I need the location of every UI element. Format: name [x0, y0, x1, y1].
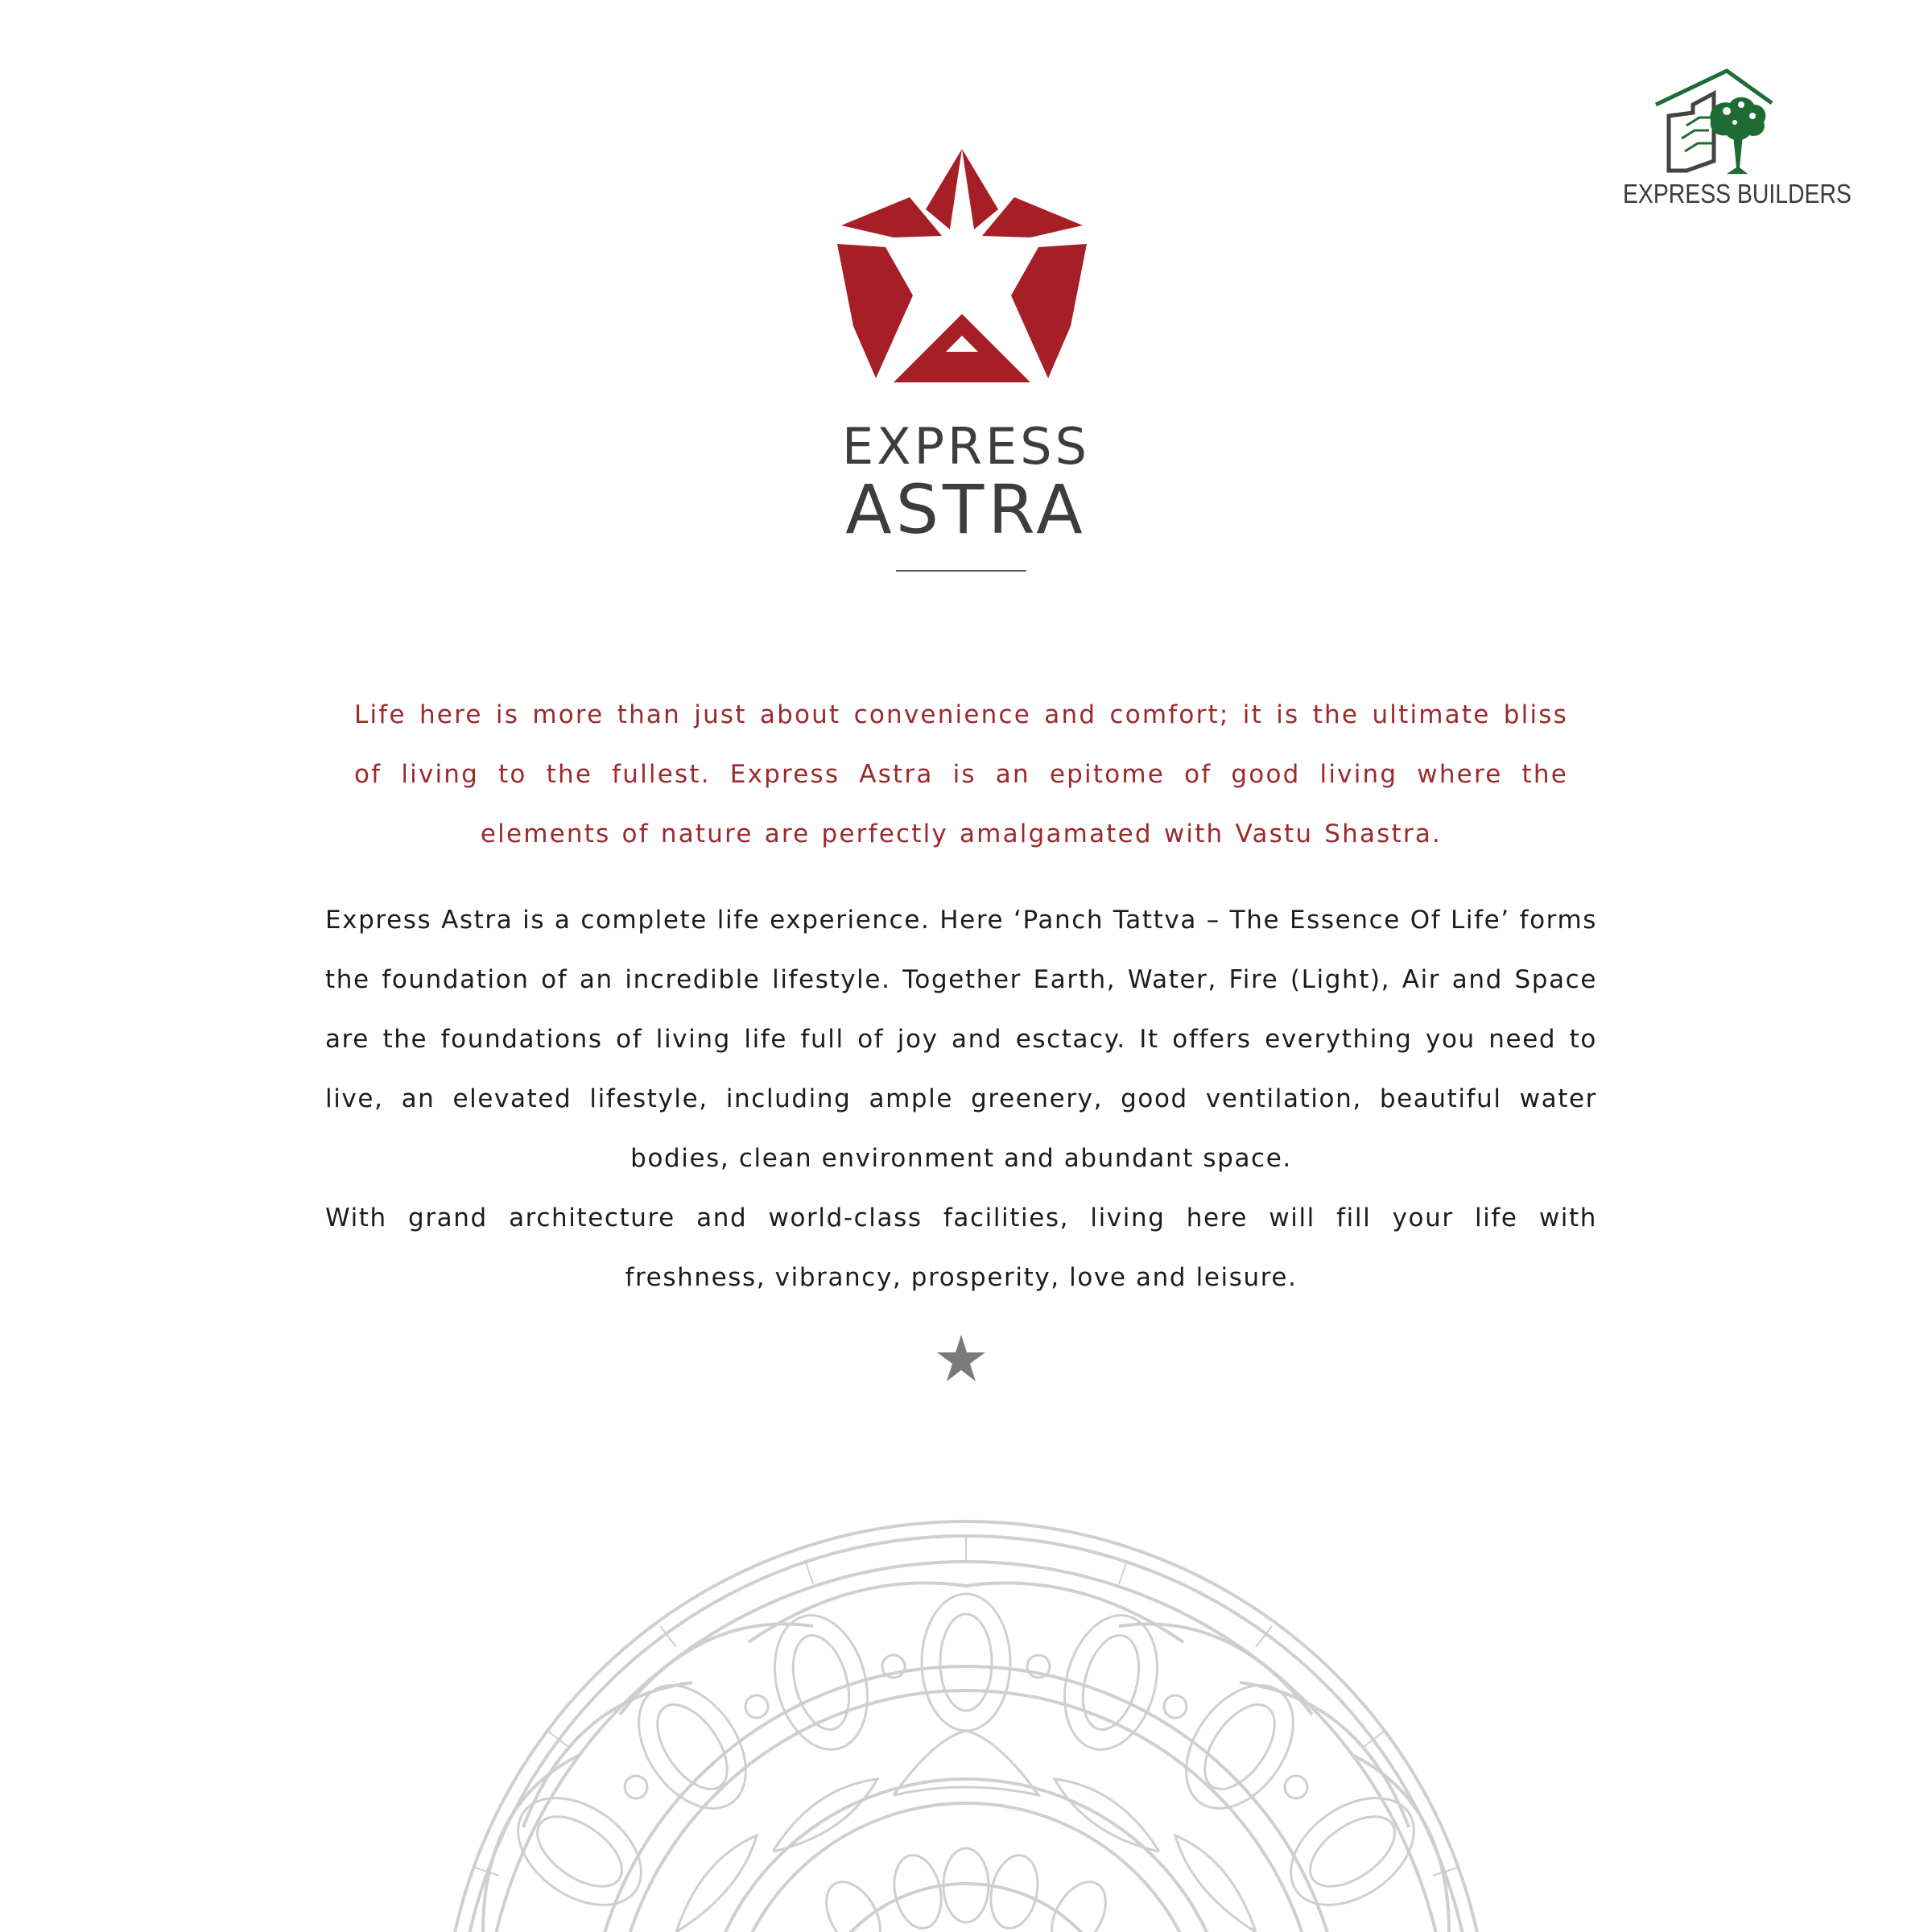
- builder-name: EXPRESS BUILDERS: [1623, 179, 1852, 208]
- intro-paragraph: Life here is more than just about convenience and comfort; it is the ultimate bliss of living to the fullest. Express Astra is an epitome of good living where the elements of nature are perfectly amalgamated with Vastu Shastra.: [354, 700, 1568, 848]
- astra-star-logo-icon: [837, 149, 1087, 390]
- logo-divider: [896, 570, 1026, 572]
- mandala-ornament-icon: [435, 1513, 1497, 1932]
- body-copy: [325, 890, 1597, 1307]
- body-paragraph-2: With grand architecture and world-class facilities, living here will fill your life with freshness, vibrancy, prosperity, love and leisure.: [325, 1203, 1597, 1292]
- builder-house-icon: [1606, 64, 1847, 177]
- project-name-line1: EXPRESS: [842, 417, 1090, 476]
- project-name-line2: ASTRA: [845, 470, 1087, 549]
- body-paragraph-1: Express Astra is a complete life experience. Here ‘Panch Tattva – The Essence Of Life’ forms the foundation of an incredible lifestyle. Together Earth, Water, Fire (Light), Air and Space are the foundations of living life full of joy and esctacy. It offers everything you need to live, an elevated lifestyle, including ample greenery, good ventilation, beautiful water bodies, clean environment and abundant space.: [325, 906, 1597, 1173]
- star-icon: [936, 1333, 986, 1383]
- express-builders-logo: [1606, 64, 1852, 217]
